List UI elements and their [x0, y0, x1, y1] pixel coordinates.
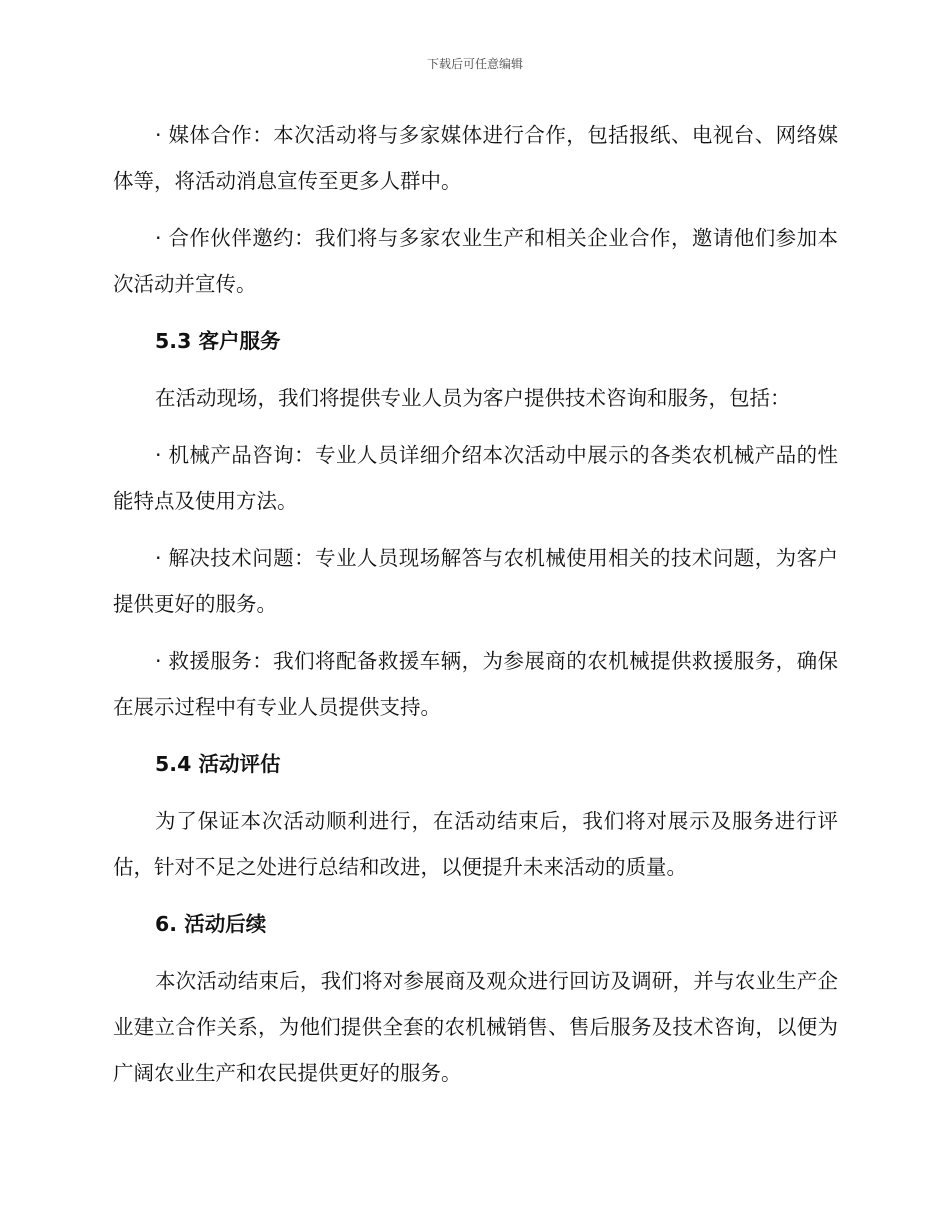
- customer-service-intro: 在活动现场，我们将提供专业人员为客户提供技术咨询和服务，包括：: [155, 386, 791, 410]
- document-body: [113, 112, 838, 1107]
- evaluation-paragraph: 为了保证本次活动顺利进行，在活动结束后，我们将对展示及服务进行评估，针对不足之处进行总结和改进，以便提升未来活动的质量。: [113, 809, 838, 879]
- bullet-rescue-service: · 救援服务：我们将配备救援车辆，为参展商的农机械提供救援服务，确保在展示过程中有专业人员提供支持。: [113, 649, 838, 719]
- section-6-heading: 6. 活动后续: [155, 912, 267, 936]
- bullet-product-consulting: · 机械产品咨询：专业人员详细介绍本次活动中展示的各类农机械产品的性能特点及使用方法。: [113, 443, 838, 513]
- section-5-3-heading: 5.3 客户服务: [155, 329, 281, 353]
- bullet-technical-issues: · 解决技术问题：专业人员现场解答与农机械使用相关的技术问题，为客户提供更好的服务。: [113, 546, 838, 616]
- follow-up-paragraph: 本次活动结束后，我们将对参展商及观众进行回访及调研，并与农业生产企业建立合作关系，为他们提供全套的农机械销售、售后服务及技术咨询，以便为广阔农业生产和农民提供更好的服务。: [113, 969, 838, 1085]
- page-header: 下载后可任意编辑: [426, 57, 523, 71]
- bullet-partner-invitation: · 合作伙伴邀约：我们将与多家农业生产和相关企业合作，邀请他们参加本次活动并宣传。: [113, 226, 838, 296]
- bullet-media-cooperation: · 媒体合作：本次活动将与多家媒体进行合作，包括报纸、电视台、网络媒体等，将活动消息宣传至更多人群中。: [113, 123, 838, 193]
- section-5-4-heading: 5.4 活动评估: [155, 752, 281, 776]
